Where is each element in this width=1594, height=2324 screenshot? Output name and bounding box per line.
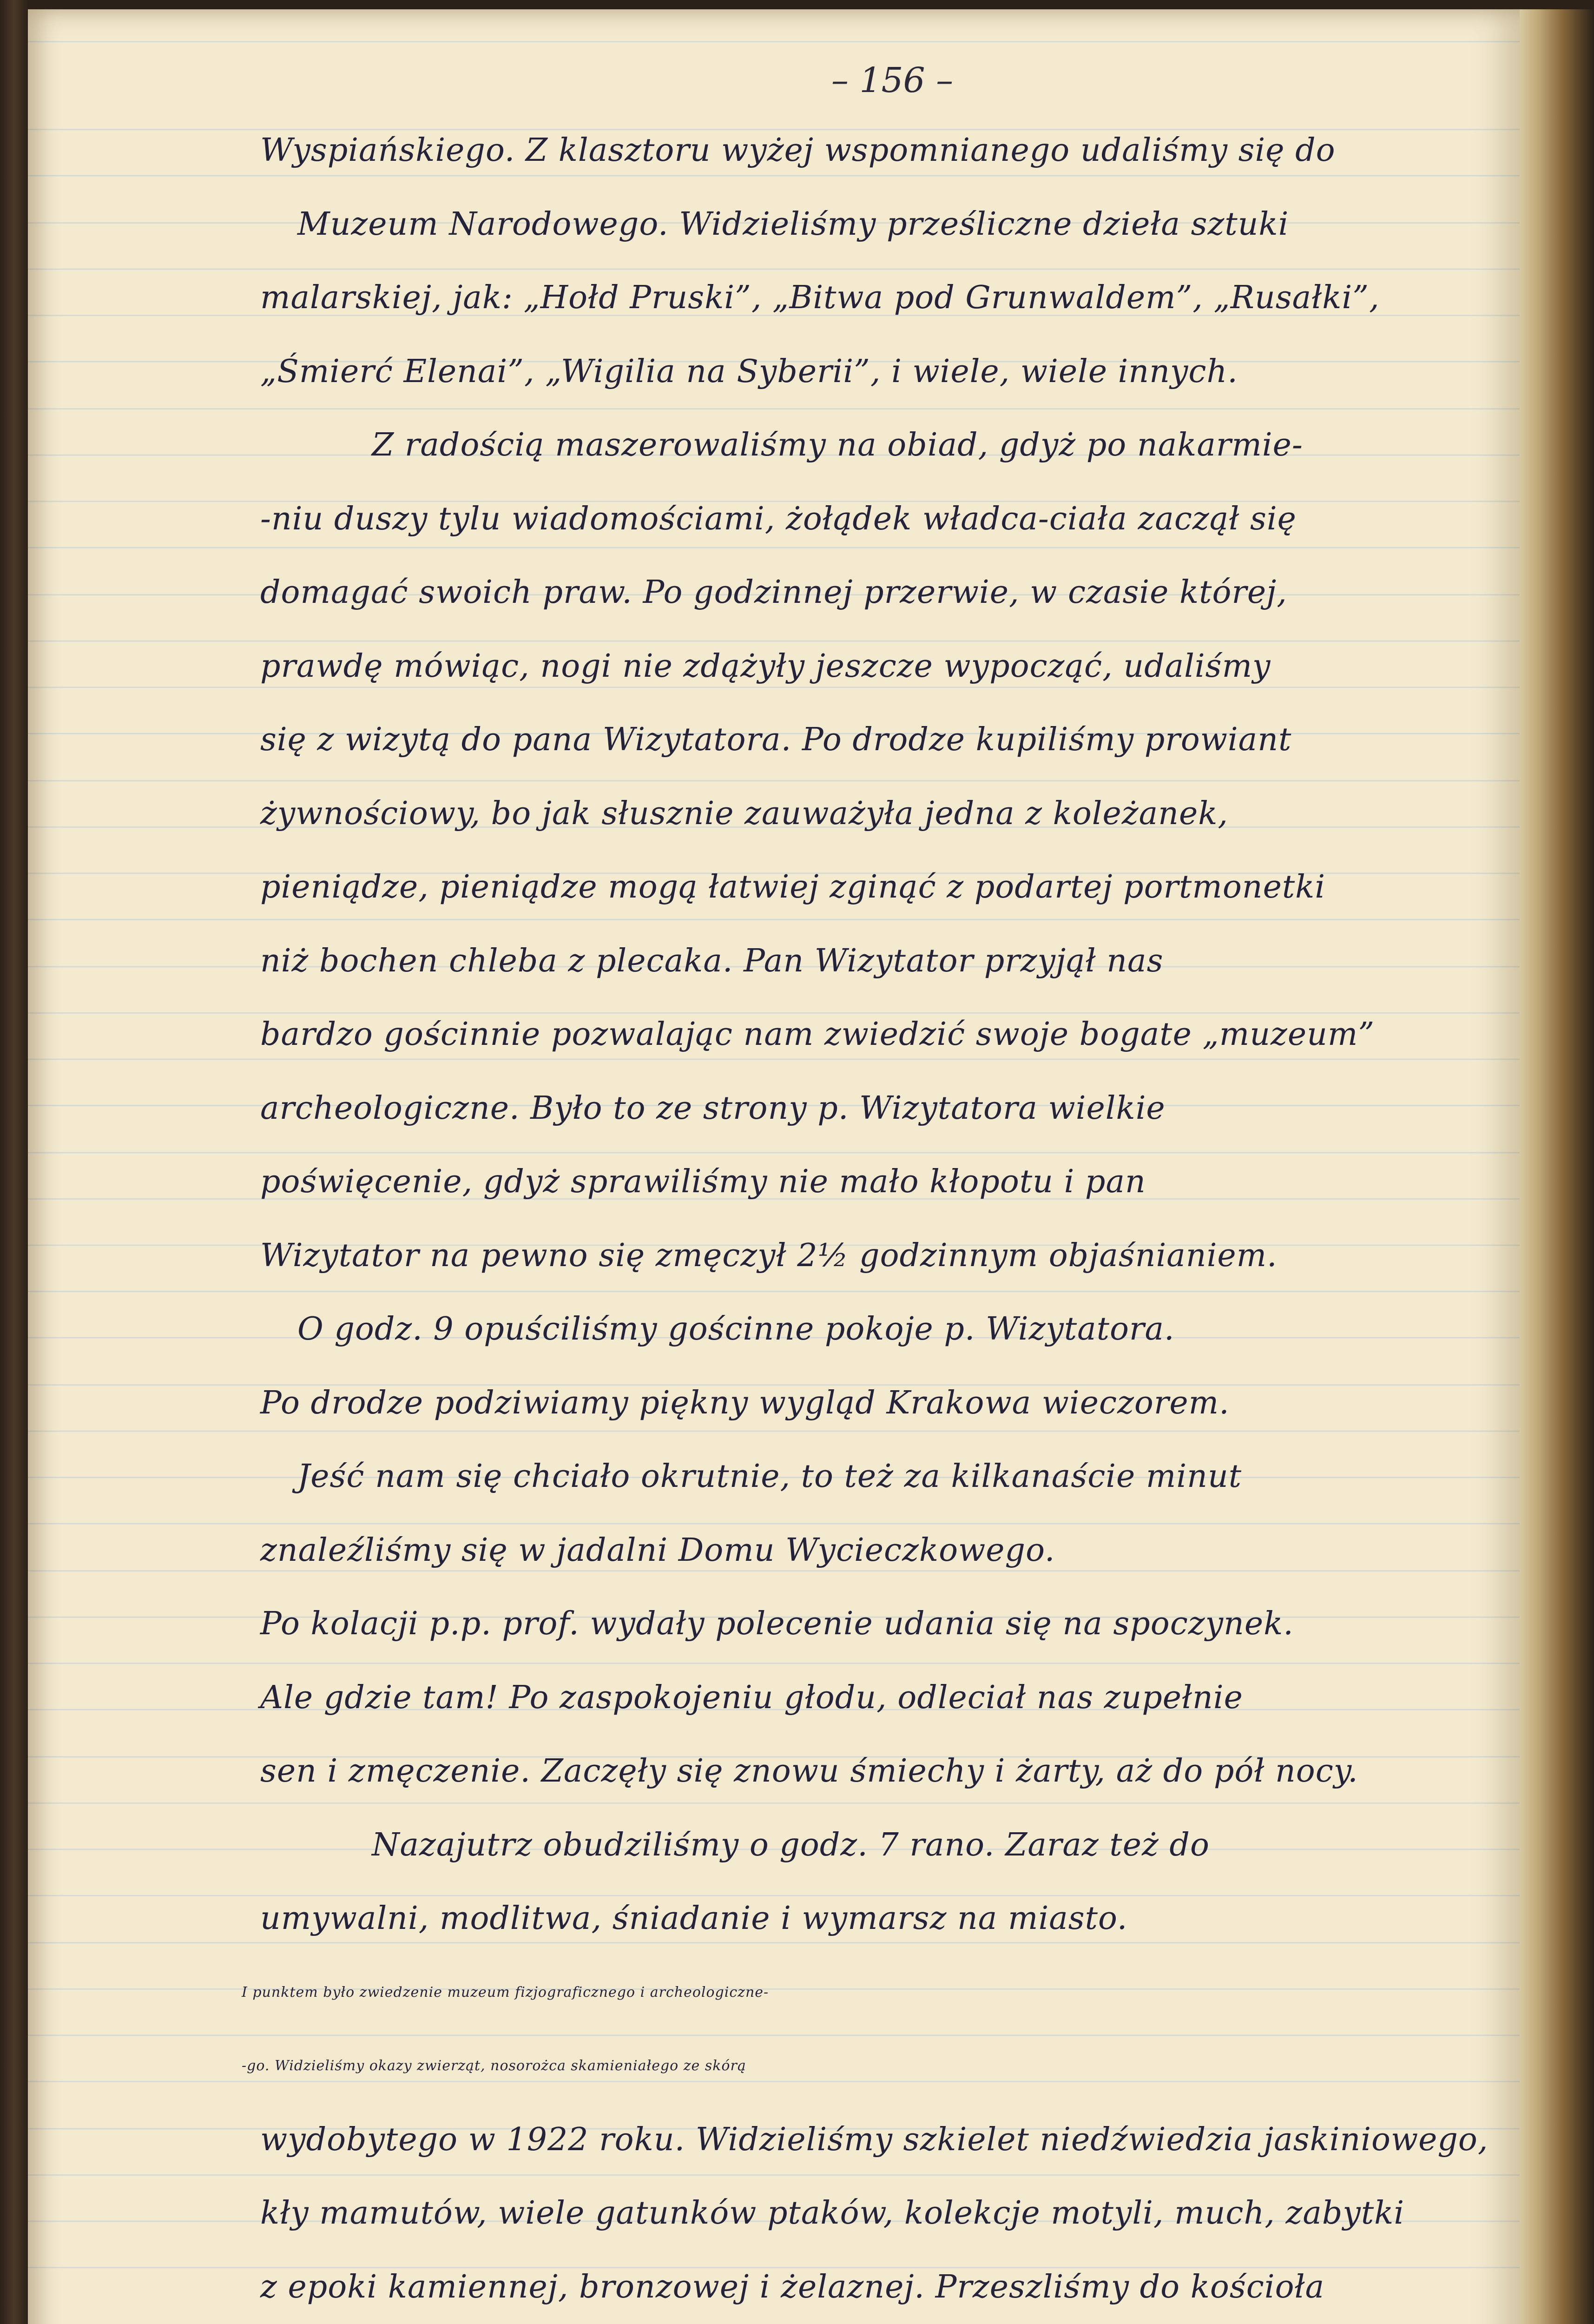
text-line: Nazajutrz obudziliśmy o godz. 7 rano. Zaraz też do: [372, 1826, 1210, 1863]
text-line: -go. Widzieliśmy okazy zwierząt, nosorożca skamieniałego ze skórą: [242, 2058, 746, 2074]
text-line: pieniądze, pieniądze mogą łatwiej zginąć z podartej portmonetki: [260, 869, 1326, 905]
text-line: żywnościowy, bo jak słusznie zauważyła jedna z koleżanek,: [260, 795, 1229, 832]
text-line: umywalni, modlitwa, śniadanie i wymarsz na miasto.: [260, 1900, 1128, 1937]
text-line: sen i zmęczenie. Zaczęły się znowu śmiechy i żarty, aż do pół nocy.: [260, 1753, 1358, 1789]
text-line: Po drodze podziwiamy piękny wygląd Krakowa wieczorem.: [260, 1384, 1230, 1421]
page-number: – 156 –: [831, 60, 954, 100]
text-line: „Śmierć Elenai”, „Wigilia na Syberii”, i wiele, wiele innych.: [260, 353, 1238, 390]
text-line: Muzeum Narodowego. Widzieliśmy prześliczne dzieła sztuki: [297, 205, 1289, 243]
text-line: O godz. 9 opuściliśmy gościnne pokoje p. Wizytatora.: [297, 1311, 1175, 1347]
text-line: Jeść nam się chciało okrutnie, to też za kilkanaście minut: [297, 1458, 1242, 1495]
text-line: prawdę mówiąc, nogi nie zdążyły jeszcze wypocząć, udaliśmy: [260, 647, 1271, 685]
text-line: kły mamutów, wiele gatunków ptaków, kolekcje motyli, much, zabytki: [260, 2195, 1405, 2232]
text-line: domagać swoich praw. Po godzinnej przerwie, w czasie której,: [260, 574, 1287, 611]
text-line: Wizytator na pewno się zmęczył 2½ godzinnym objaśnianiem.: [260, 1237, 1278, 1274]
text-line: Ale gdzie tam! Po zaspokojeniu głodu, odleciał nas zupełnie: [260, 1679, 1243, 1716]
text-line: się z wizytą do pana Wizytatora. Po drodze kupiliśmy prowiant: [260, 721, 1292, 758]
text-line: -niu duszy tylu wiadomościami, żołądek władca-ciała zaczął się: [260, 500, 1297, 537]
page-edge: [1520, 9, 1594, 2324]
handwritten-text-block: [242, 114, 1524, 2324]
text-line: archeologiczne. Było to ze strony p. Wizytatora wielkie: [260, 1089, 1166, 1127]
text-line: z epoki kamiennej, bronzowej i żelaznej. Przeszliśmy do kościoła: [260, 2268, 1325, 2305]
text-line: Z radością maszerowaliśmy na obiad, gdyż po nakarmie-: [372, 427, 1303, 463]
text-line: Po kolacji p.p. prof. wydały polecenie udania się na spoczynek.: [260, 1605, 1294, 1642]
text-line: malarskiej, jak: „Hołd Pruski”, „Bitwa pod Grunwaldem”, „Rusałki”,: [260, 279, 1380, 316]
text-line: bardzo gościnnie pozwalając nam zwiedzić swoje bogate „muzeum”: [260, 1016, 1375, 1053]
text-line: niż bochen chleba z plecaka. Pan Wizytator przyjął nas: [260, 942, 1164, 979]
text-line: wydobytego w 1922 roku. Widzieliśmy szkielet niedźwiedzia jaskiniowego,: [260, 2121, 1489, 2158]
text-line: I punktem było zwiedzenie muzeum fizjograficznego i archeologiczne-: [242, 1984, 769, 2000]
text-line: znaleźliśmy się w jadalni Domu Wycieczkowego.: [260, 1532, 1055, 1569]
text-line: poświęcenie, gdyż sprawiliśmy nie mało kłopotu i pan: [260, 1163, 1146, 1200]
text-line: Wyspiańskiego. Z klasztoru wyżej wspomnianego udaliśmy się do: [260, 132, 1336, 169]
